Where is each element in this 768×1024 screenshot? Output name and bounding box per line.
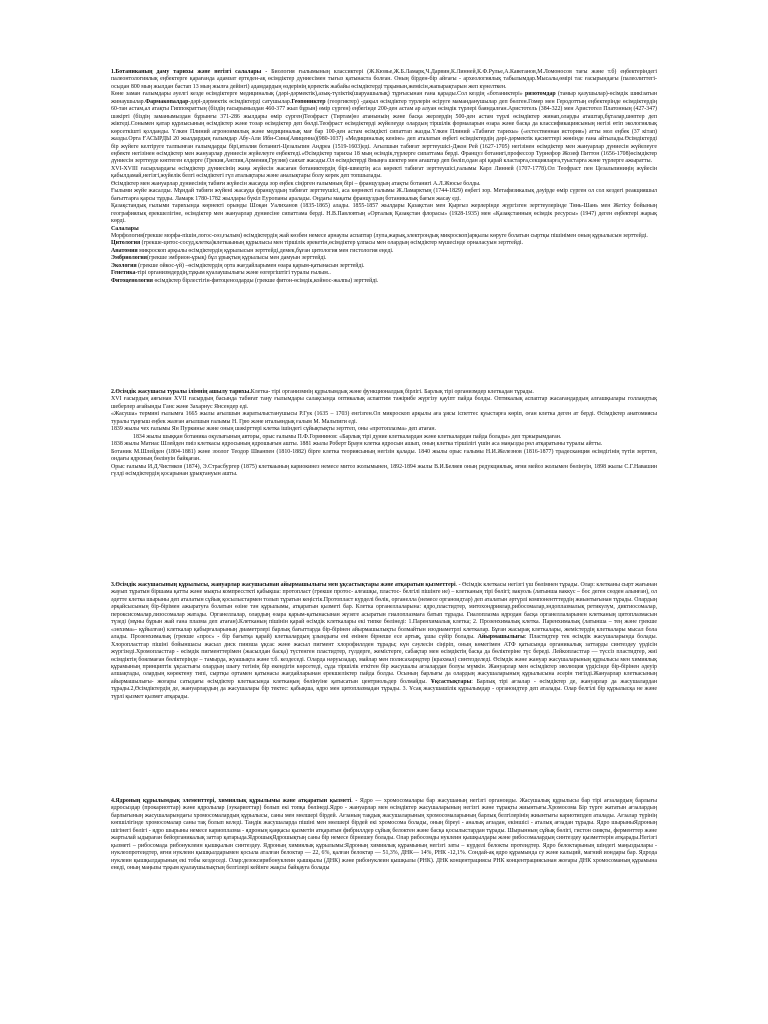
section-1-genetics: Генетика-тірі организмдердің,тұқым қуалаушылығы және өзгергіштігі туралы ғылым..	[111, 270, 331, 277]
section-1-anatomy: Анатомия микроскоп арқылы өсімдіктердің құрылысын зерттейді,демек,бұған цитология мен гистология еңеді.	[111, 247, 394, 254]
section-3-body: 3.Өсімдік жасушасының құрылысы, жануарлар жасушасынан айырмашылығы мен ұқсастықтары және атқаратын қызметтері. - Өсімдік клеткасы негізгі үш бөлімнен тұрады. Олар: клетканы сырт жағынан жауып тұратын біршама қатты және мықты компрессткті қабықша: протопласт (грекше протос- алғашқы, пластос- белгілі пішінге ие) – клетканың тірі бөлігі; вакуоль (латынша ваккус – бос деген сөзден алынған), ол әдетте клетка шырыны деп аталатын сұйық қосылыстармен толып тұратын кеңістік.Протопласт күрделі бөлік, органелла (немесе органоидтар) деп аталатын әртүрлі компонентттердің жиынтығынан тұрады. Олардың әрқайсысының бір-бірімен ажыратуға болатын өзіне тән құрылымы, атқаратын қызметі бар. Клетка органеллаларына: ядро,пластидтер, митохондриялар,рибосомалар,эндоплазмалық ретикулум, диктиосомалар, пероксисомалар,лизосомалар жатады. Органеллалар, олардың өзара қарым-қатынасынан жүзеге асыратын гиалоплазмаға батып тұрады. Гиалоплазма ядродан басқа органеллаларынен клетканың цитоплазмасын түзеді (мұны бұрын жай ғана плазма деп атаған).Клетканың пішінін қарай өсімдік клеткалары екі типке бөлінеді: 1.Паренхималық клетка; 2. Прозенхималық клетка. Паренхималық (латынша – тең және грекше «энхима»- құйылған) клеткалар қабырғаларының диаметрлері барлық бағыттарда бір-бірінен айырмашылықты болмайтын изодиаметрлі клеткалар. Бұған жасырақ клеткалары, жемістердің клеткалары мысал бола алады. Прозенхималық (грекше «прос» - бір бағытқа қарай) клеткалардың ұзындығы ені енінен бірнеше есе артық, ұшы сүйір болады. Айырмашылығы: Пластидтер тек өсімдік жасушаларында болады. Хлоропластгар пішіні бойыншасы жасыл диск пиязша ұқсас және жасыл пигмент хлорофиллден тұрады; күн сәулесін сіңіріп, оның көмегімен АТФ қатысында органикалық заттарды синтездеу үрдісін жүргізеді.Хромопластгар - өсімдік пигменттерімен (жасылдан басқа) түстенген пластидтер, гүлдерге, жемістерге, сабақтар мен өсімдіктің басқа да бөліктеріне түс береді. Лейкопластгар — түссіз пластидтер, жиі өсімдіктің боялмаған бөліктерінде – тамырда, жуашықта және т.б. кездеседі. Оларда нәруызадар, майлар мен полисахаридтер (крахмал) синтезделеді. Өсімдік және жануар жасушаларының құрылысы мен химиялық құрамының принциптік ұқсастығы олардың шығу тегінің бір екендігін көрсетеді, сұда тіршілік еткітен бір жасушалы ағзалардан болуы мүмкін. Жануарлар мен өсімдіктер эволюция үрдісінде бір-бірінен әдеуір алшақтады, олардың көректену типі, сыртқы ортамен қатынасы жағдайларынан ерекшеліктер пайда болды. Осының барлығы да олардың жасушаларының құрылысына әсерін тигізді.Жануарлар клеткасының айырмашылығы- жоғары сатыдағы өсімдіктер клеткасында клеткаңың бөлінуіне қатысатын центриольдер болмайды. Ұқсастықтары: Барлық тірі ағзалар - өсімдіктер де, жануарлар да жасушалардан тұрады.2,Өсімдіктердің де, жануарлардың да жасушалары бір тектес: қабықша, ядро мен цитоплазмадан тұрады. 3. Ұсақ жасушашілік құрылымдар - органоидтер деп аталады. Олар белгілі бір құрылысқа не және түрлі қызмет қызмет атқарады.	[111, 582, 657, 700]
section-4	[111, 798, 657, 873]
section-4-title: 4.Ядроның құрылымдық элементтері, химиялық құрылымы және атқаратын қызметі	[111, 798, 352, 804]
section-1-subheading: Салалары	[111, 225, 139, 232]
section-2-title: 2.Өсімдік жасушасы туралы ілімнің ашылу тарихы.	[111, 389, 251, 395]
section-1-intro: 1.Ботаниканың даму тарихы және негізгі салалары - Биология ғылымының классиктері (Ж.Кювье,Ж.Б.Ламарк,Ч.Дарвин,К.Линней,К.Ф.Рулье,А.Кавеганов,М.Ломоносов тағы және т.б) еңбектеріндегі палеонтологиялық еңбектерге қарағанда адамзат ертеден-ақ өсімдіктер дүниесімен тығыз қатынаста болған. Оның бірден-бір айғағы - археологиялық табылымдар.Мысалы,өмірі тас ғасырындағы (палеолиттегі-осыдан 800 мың жылдан бастап 13 мың жылға дейінгі) адамдардың өздерінің қоректік жабайы өсімдіктерді тұқымын,жемісін,жапырақтарын жеп күнелткен.	[111, 69, 657, 90]
section-4-body: 4.Ядроның құрылымдық элементтері, химиялық құрылымы және атқаратын қызметі. - Ядро — хромосомалары бар жасушаның негізгі органоиды. Жасушалық құрылысы бар тірі ағзалардың барлығы ядросыздар (прокариоттар) және ядролылар (эукариоттар) болып екі топқа бөлінеді.Ядро - жануарлар мен өсімдіктер жасушаларының негізгі және тұрақты жиынтығы.Хромосома Бір түрге жататын ағзалардың барлығының жасушаларындағы хромосомалардың құрылысы, саны мен мөлшері бірдей. Ағзаның тақдық жасушаларының хромосомаларының барлық белгілерінің жиынтығы кариотипдеп аталады. Ағзалар түрінің көпшілігінде хромосомалар саны тақ болып келеді. Таңдік жасушаларда пішіні мен мөлшері бірдей екі хромосома болады, оның біреуі - аналық ағзадан, екіншісі - аталық ағзадан тұрады. Ядро шырыныЯдроның шігінегі бөлігі - ядро шырыны немесе кариоплазма - ядроның қаңқасы қызметін атқаратын фибриллдер сұйық белоктен және басқа қосылыстардан тұрады. Шырынның сұйық бөлігі, гистон сияқты, ферменттер және жартылай ыдыраған бейорганикалық заттар қатарыда.ЯдрошықЯдрошықтың саны бір немесе бірнешеу болады. Олар рибосомды нуклеин қышқылдары және рибосомалардың синтездеу қызметтерін атқарады.Негізгі қызметі – рибосомада рибонуклеин қышқылын синтездеу. Ядроның химиялық құрылымы:Ядроның химиялық құрамының негізгі заты – күрделі белокты протеидтер. Ядро белоктарының шіндегі маңыздылары - нуклеопротеидтер, яғни нуклеин қышқылдарымен қосыла аталған белоктар — 22, 6%, қалған белоктар — 51,3%, ДНК— 14%, РНК -12,1%. Сондай-ақ ядро құрамында су және кальций, магний иондары бар. Ядрода нуклеин қышқылдарының екі тобы кездеседі. Олар:дезоксирибонуклеин қышқылы (ДНК) және рибонуклеин қышқылы (РНК). ДНК концентрациясы РНК концентрациясынан жоғары ДНК хромосоманың құрамына енеді, оның маңызы тұқым қуалаушылықтың белгілері кейінге жақсы байқауға болады	[111, 798, 657, 872]
section-2	[111, 389, 657, 478]
section-1-paragraph-lamarck: Ғылыми жүйе жасалды. Мұндай табиғи жүйені жасауда француздың табиғат зерттеушісі, аса көрнекті ғалымы Ж.Ламарктың (1744-1829) еңбегі зор. Метафизикалық дәуірде өмір сүрген ол сол кездегі реакцияшыл бағыттарға қарсы тұрды. Ламарк 1780-1782 жылдары бүкіл Еуропаны аралады. Оңдағы мақаты француздың ботаникалық бағын жасау еді.	[111, 188, 657, 202]
section-1-morphology: Морфология(грекше морфа-пішін,логос-сөз,ғылым) өсімдіктердің жай көзбен немесе арнаулы аспаптар (лупа,жарық,электрондық микроскоп)арқылы көруге болатын сыртқы пішінімен оның құрылысын зерттейді.	[111, 232, 648, 239]
section-2-paragraph: «Жасуша» термині ғылымға 1665 жылы ағылшын жаратылыстанушысы Р.Гук (1635 – 1703) енгізген.Ол микроскоп арқылы аға ұясы іспеттес қуыстарға көріп, оған клетка деген ат берді. Өсімдіктер анатомиясы туралы тұңғыш еңбек жазған ағылшын ғалымы Н. Грю және итальяндық ғалым М. Мальпиги еді.	[111, 411, 657, 425]
section-1-phytocenology: Фитоценология өсімдіктер бірлестігін-фитоценоздарды (грекше фитон-өсімдік,койнос-жалпы) зерттейді.	[111, 277, 379, 284]
section-1-paragraph-kazakhstan: Қазақстандық ғылыми тарихында көрнекті орынды Шоқан Уалиханов (1835-1865) алады. 1855-1857 жылдары Қазақстан мен Қырғыз жерлерінде жүргізген зерттеулерінде Тянь-Шань мен Жетісу бойының географиялық ерекшелігіне, өсімдіктер мен жануарлар дүниесіне сипаттама берді. Н.В.Павловтың «Орталық Қазақстан флорасы» (1928-1935) мен «Қазақстанның өсімдік ресурсы» (1947) деген еңбектері жарық көрді.	[111, 203, 657, 225]
section-1-ecology: Экология (грекше ойкос-үй) –өсімдіктердің орта жағдайларымен өзара қарым-қатынасын зерттейді.	[111, 262, 365, 269]
section-1	[111, 69, 657, 285]
section-1-cytology: Цитология (грекше-цитос-сосуд,клетка)клеткаының құрылысы мен тіршілік әрекетін,өсімдіктер ұлпасы мен олардың өсімдіктер мүшесінде орналасуын зерттейді.	[111, 240, 523, 247]
section-1-paragraph-jussieu: Өсімдіктер мен жануарлар дүниесінің табиғи жүйесін жасауда зор еңбек сіңірген ғалымның бірі – француздың атақты ботанигі А.Л.Жюсье болды.	[111, 180, 481, 187]
section-3	[111, 582, 657, 701]
section-1-title: 1.Ботаниканың даму тарихы және негізгі салалары	[111, 69, 262, 75]
section-2-paragraph: Орыс ғалымы И.Д.Чистяков (1874), Э.Страсбургер (1875) клеткаының кариокинез немесе митоз жолымынен, 1892-1894 жылы В.И.Беляев оның редукциялық, яғни мейоз жолымен бөлінуін, 1898 жылы С.Г.Навашин гүлді өсімдіктердің қосарынан ұрықтануын ашты.	[111, 463, 657, 477]
section-2-paragraph: 1839 жылы чех ғалымы Ян Пуркинье және оның шәкірттері клетка ішіндегі сұйықтықты зерттеп, оны «протоплазма» деп атаған.	[111, 426, 436, 433]
section-2-paragraph: Ботаник М.Шлейден (1804-1881) және зоолог Теодор Шванпен (1810-1882) бірге клетка теориясының негізін қалады. 1840 жылы орыс ғалымы Н.И.Железнов (1816-1877) традесканция өсімдігінің түтіи зерттеп, ондағы ядроның бөлінуін байқаған.	[111, 448, 657, 463]
section-3-title: 3.Өсімдік жасушасының құрылысы, жануарлар жасушасынан айырмашылығы мен ұқсастықтары және атқаратын қызметтері	[111, 582, 456, 588]
section-2-paragraph: 1834 жылы шыққан ботаника оқулығының авторы, орыс ғалымы П.Ф.Горянинов: «Барлық тірі дүние клеткалардан және клеткалардан пайда болады» деп тұжырымдаған.	[133, 433, 562, 440]
section-2-paragraph: XVI ғасырдың аяғынан XVII ғасырдың басында табиғат таңу ғылымдары салақсында оптикалық аспаптим тәжірибе жүргізу қауіпт пайда болды. Оптикалық аспаптар жасағандардың алғашқылары голландтық шеберлер ағайынды Ганс және Захарнус Янсендер еді.	[111, 396, 657, 410]
section-2-paragraph: 1838 жылы Матиас Шлейден пиіз клеткасы ядросының ядрошығын ашты. 1881 жылы Роберт Браун клетка ядросын ашып, оның клетка тіршілігі үшін аса маңызды рөл атқаратыны туралы айтты.	[111, 441, 603, 448]
section-1-paragraph-linnaeus: XVI-XVIII ғасырлардағы өсімдіктер дүниесінің жаңа жүйесін жасаған ботаниктердің бірі-швецтің аса көректі табиғат зерттеушісі,ғалымы Карл Линней (1707-1778).Ол Теофраст пен Цезальпиниңің жүйесін қабылдамай,негізгі,жүйелік белгі өсімдіктегі гүл аталықтары және аналықтары болу керек деп топшылады.	[111, 165, 657, 180]
section-2-intro: 2.Өсімдік жасушасы туралы ілімнің ашылу тарихы.Клетка- тірі организмнің құрылымдық және функционалдық бірлігі. Барлық тірі организмдер клеткадан тұрады.	[111, 389, 534, 395]
section-1-embryology: Эмбриология(грекше эмбрион-ұрық) бұл ұрықтың құрылысы мен дамуын зерттейді.	[111, 255, 327, 262]
section-1-paragraph-history: Көне заман ғалымдары әуелгі кезде өсімдіктерге медициналық (дәрі-дәрмектік),азық-түліктік(шаруашылық) тұрғысынан ғана қарады.Сол кездің «ботаниктері» ризотомдар (тамыр қазушылар)-өсімдік шикізатын жинаушылар.Фармакопалдар-дәрі-дәрмектік өсімдіктерді сатушылар.Геопониктер (георгиктер) -дақыл өсімдіктер турлерін өсіруге маманданушылар деп бөлген.Гомер мен Геродоттың еңбектерінде өсімдіктердің 60-тан астам,ал атақты Гиппократтың (біздің ғасырымыздан 460-377 жыл бұрын) өмір сүрген) еңбегінде 200-ден астам ар алуан өсімдік түрлері баяндалған.Аристотель (384-322) мен Аристотел Платонның (427-347) шәкірті (біздің заманымыздан бұрынғы 371-286 жылдары өмір сүрген)Теофраст (Тиртам)өз атаныныің және басқа жерлердің 500-ден астам түрлі өсімдіктер жинап,оларды аташтар,бұталар,шөптер деп жіктеді.Сонымен қатар құрлысының өсімдіктер және тозар өсімдіктер деп бөлді.Теофраст өсімдіктерді жүйелеуде олардың тіршілік формаларын өзара және басқа да классификациясының негізі өтіп экологиялық көрсеткішті қолданды. Үлкен Плиний агроноимилық және медициналық мағ бар 100-ден астам өсімдікті сипаттап жазды.Үлкен Плиний «Табиғат тарихы» («естественная история») атты мол еңбек (37 кітап) жазды.Орта ҒАСЫРДЫ 20 жылдардың ғалымдар Абу-Али Ибн-Сина(Авиценна)(980-1037) «Медициналық кеніне» деп аталатын еңбегі өсімдіктердің дәрі-дәрмектік қасиеттері жөнінде ғана айтылады.Өсімдіктерді бір жүйеге келтіруге талпынған ғалымдарды бірі,италия ботанигі-Цезальпин Андреа (1519-1603)еді. Ағылшын табиғат зерттеушісі-Джон Рей (1627-1705) негізінен өсімдіктер мен жануарлар дүниесін жүйелеуге еңбекте негізінен өсімдіктер мен жануарлар дүниесін жүйелеуге еңбектеді.«Өсімдіктер тарихы 18 мың өсімдік,түрлерге сипаттама берді. Француз ботанигі,профессор Турнефор Жозеф Питтон (1656-1708)өсімдіктер дүниесін зерттеуде көптеген елдерге (Грекия,Англия,Армения,Грузия) саяхат жасады.Ол өсімдіктерді 8мыңға шектер мен ағаштар деп бөліп,одан арі қарай кластарға,секцияларға,туыстарға және түрлерге ажыратты.	[111, 91, 657, 165]
